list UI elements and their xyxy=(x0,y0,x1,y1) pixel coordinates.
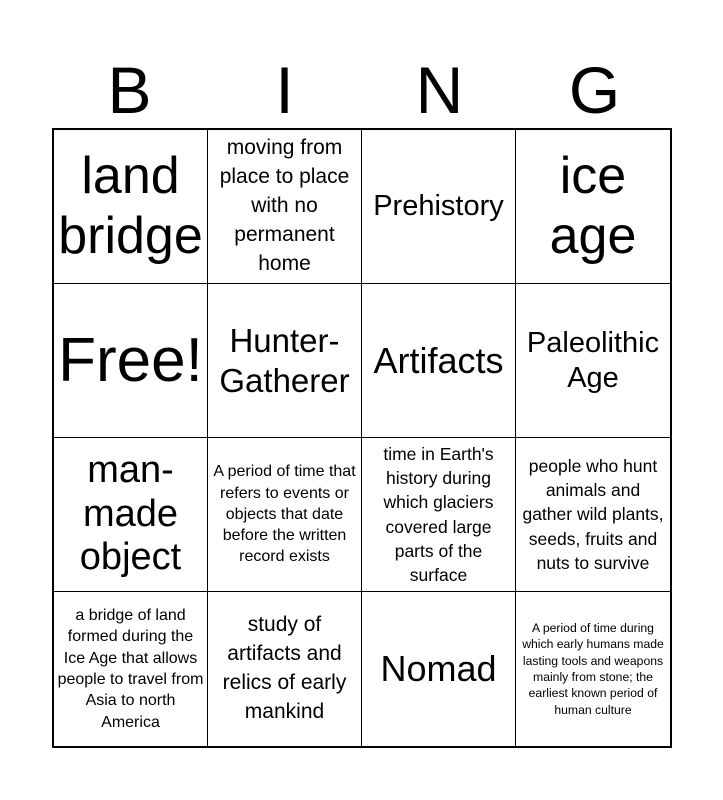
bingo-cell[interactable] xyxy=(516,592,670,746)
cell-text: Prehistory xyxy=(373,190,504,223)
header-letter-n: N xyxy=(415,53,464,127)
cell-text: Artifacts xyxy=(373,339,504,381)
cell-text: Nomad xyxy=(380,648,497,690)
cell-text: Free! xyxy=(58,325,203,395)
bingo-cell[interactable] xyxy=(362,438,516,592)
bingo-cell[interactable] xyxy=(362,592,516,746)
cell-text: time in Earth's history during which glaciers covered large parts of the surface xyxy=(383,444,494,585)
header-letter-b: B xyxy=(107,53,152,127)
bingo-cell[interactable] xyxy=(516,130,670,284)
bingo-cell[interactable] xyxy=(54,592,208,746)
cell-text: man-made object xyxy=(79,448,182,579)
bingo-board xyxy=(52,128,672,748)
cell-text: Paleolithic Age xyxy=(526,326,660,394)
cell-text: Hunter-Gatherer xyxy=(219,321,350,399)
bingo-cell[interactable] xyxy=(208,284,362,438)
cell-text: land bridge xyxy=(58,146,203,265)
bingo-cell[interactable] xyxy=(362,130,516,284)
bingo-cell[interactable] xyxy=(362,284,516,438)
bingo-cell[interactable] xyxy=(208,438,362,592)
bingo-cell[interactable] xyxy=(208,130,362,284)
cell-text: ice age xyxy=(549,146,637,265)
cell-text: A period of time during which early humans made lasting tools and weapons mainly from stone; the earliest known period of human culture xyxy=(522,620,664,717)
bingo-cell[interactable] xyxy=(516,284,670,438)
cell-text: a bridge of land formed during the Ice Age that allows people to travel from Asia to north America xyxy=(57,607,204,731)
header-letter-g: G xyxy=(568,53,621,127)
bingo-cell[interactable] xyxy=(54,438,208,592)
cell-text: A period of time that refers to events or objects that date before the written record exists xyxy=(213,463,356,566)
bingo-header xyxy=(52,52,672,128)
bingo-cell[interactable] xyxy=(54,130,208,284)
bingo-cell[interactable] xyxy=(516,438,670,592)
cell-text: study of artifacts and relics of early mankind xyxy=(222,613,347,723)
cell-text: moving from place to place with no permanent home xyxy=(219,136,350,275)
header-letter-i: I xyxy=(275,53,294,127)
cell-text: people who hunt animals and gather wild plants, seeds, fruits and nuts to survive xyxy=(522,456,664,573)
bingo-cell-free[interactable] xyxy=(54,284,208,438)
bingo-cell[interactable] xyxy=(208,592,362,746)
